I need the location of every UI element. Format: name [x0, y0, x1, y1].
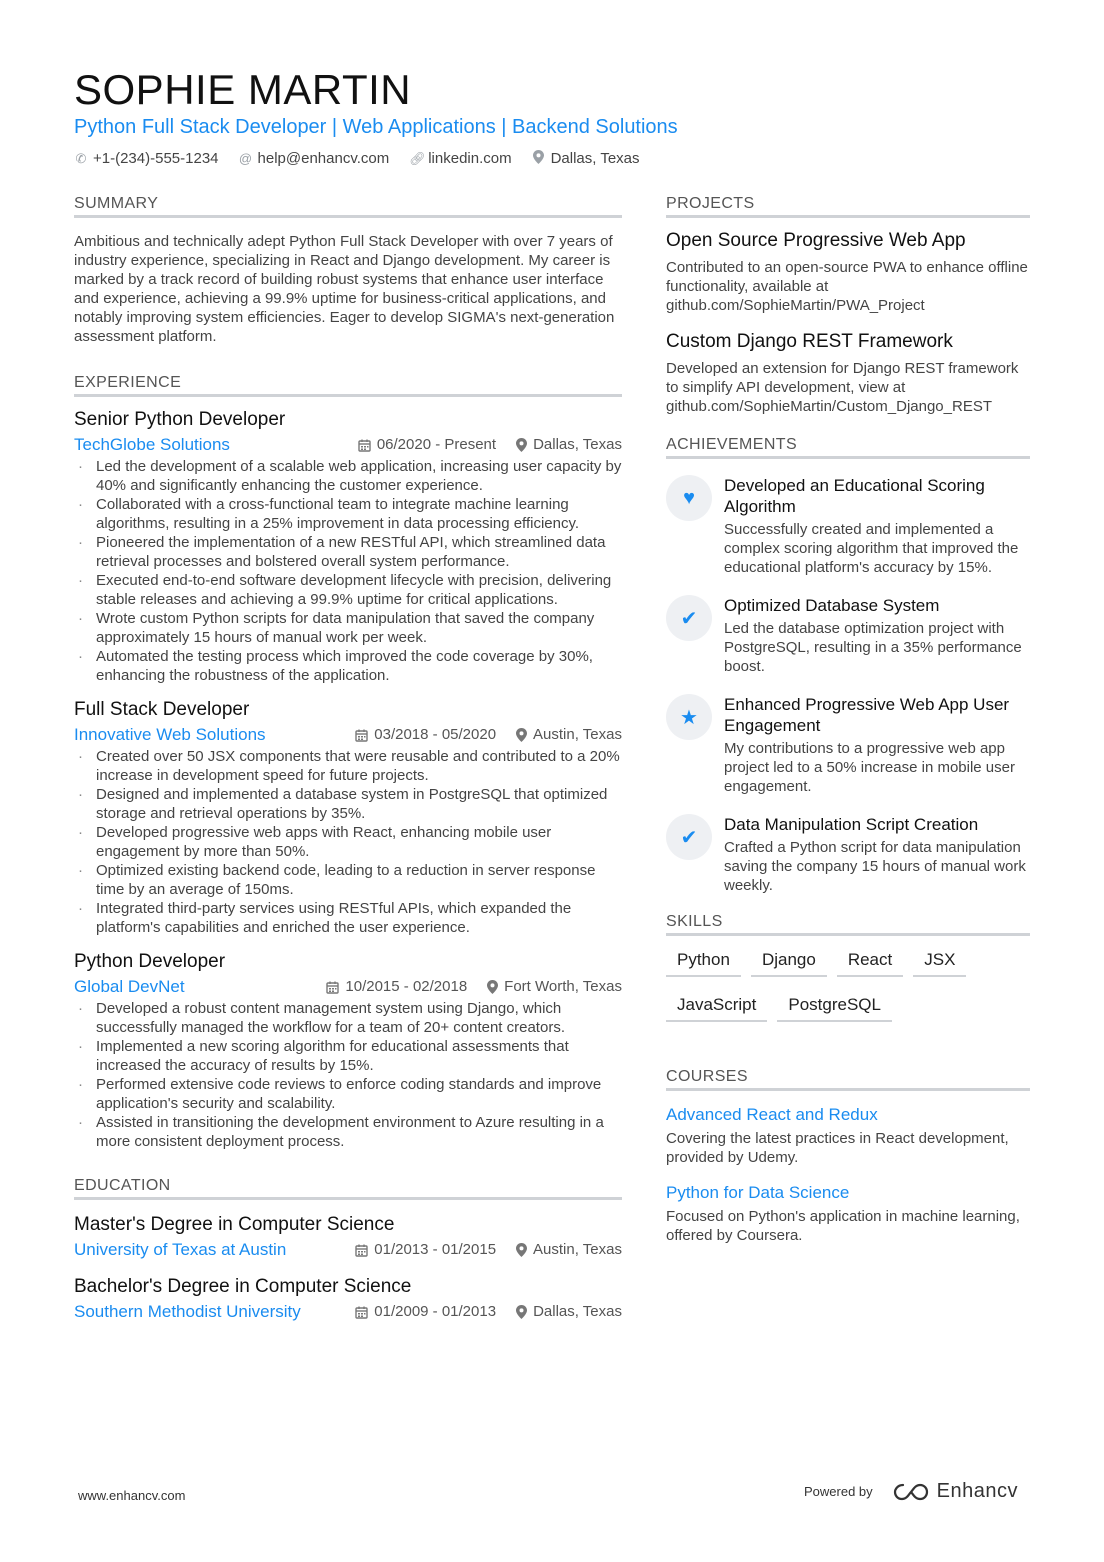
- contact-linkedin[interactable]: [409, 150, 511, 167]
- experience-section: [74, 374, 622, 1151]
- achievement-entry: [666, 595, 1030, 676]
- course-entry: [666, 1103, 1030, 1167]
- bullet-item: · Wrote custom Python scripts for data manipulation that saved the company approximately 15 hours of manual work per week.: [74, 609, 622, 647]
- project-entry: [666, 329, 1030, 416]
- achievement-badge: [666, 475, 712, 521]
- linkedin-text: linkedin.com: [428, 150, 512, 167]
- skill-tag: React: [837, 946, 903, 977]
- calendar-icon: [355, 1306, 368, 1319]
- project-description: Developed an extension for Django REST framework to simplify API development, view at github.com/SophieMartin/Custom_Django_REST: [666, 360, 1019, 415]
- course-title[interactable]: Advanced React and Redux: [666, 1105, 878, 1124]
- meta-row: [74, 725, 622, 745]
- location-text: Dallas, Texas: [533, 1303, 622, 1320]
- skill-tag: JavaScript: [666, 991, 767, 1022]
- project-list: [666, 228, 1030, 416]
- degree-title: Bachelor's Degree in Computer Science: [74, 1276, 412, 1297]
- meta-row: [74, 435, 622, 455]
- job-bullets: [74, 747, 622, 937]
- skill-tag: Django: [751, 946, 827, 977]
- heart-icon: ♥: [683, 486, 695, 509]
- bullet-item: · Designed and implemented a database system in PostgreSQL that optimized storage and retrieval operations by 35%.: [74, 785, 622, 823]
- education-list: [74, 1212, 622, 1322]
- job-bullets: [74, 999, 622, 1151]
- skill-list: [666, 946, 1030, 1022]
- school-name[interactable]: Southern Methodist University: [74, 1302, 301, 1321]
- bullet-item: · Optimized existing backend code, leading to a reduction in server response time by an average of 150ms.: [74, 861, 622, 899]
- achievement-body: [724, 475, 1030, 577]
- achievement-badge: [666, 814, 712, 860]
- check-icon: ✔: [680, 607, 698, 630]
- course-entry: [666, 1181, 1030, 1245]
- job-title: Senior Python Developer: [74, 409, 286, 430]
- date-range: [355, 1240, 496, 1260]
- summary-heading: SUMMARY: [74, 195, 622, 218]
- location-text: Austin, Texas: [533, 726, 622, 743]
- bullet-item: · Collaborated with a cross-functional team to integrate machine learning algorithms, resulting in a 25% improvement in data processing efficiency.: [74, 495, 622, 533]
- star-icon: ★: [680, 706, 698, 729]
- meta-row: [74, 1240, 622, 1260]
- skills-section: [666, 913, 1030, 1022]
- degree-title: Master's Degree in Computer Science: [74, 1214, 395, 1235]
- location-pin-icon: [516, 728, 527, 742]
- candidate-headline: Python Full Stack Developer | Web Applications | Backend Solutions: [74, 116, 678, 138]
- date-range: [355, 1302, 496, 1322]
- achievement-description: Led the database optimization project with PostgreSQL, resulting in a 35% performance boost.: [724, 620, 1022, 675]
- calendar-icon: [355, 1244, 368, 1257]
- footer-website[interactable]: www.enhancv.com: [78, 1488, 186, 1503]
- job-entry: [74, 697, 622, 937]
- date-text: 06/2020 - Present: [376, 436, 497, 453]
- resume-header: [74, 66, 1034, 167]
- location: [516, 1302, 622, 1322]
- meta-row: [74, 977, 622, 997]
- email-text: help@enhancv.com: [257, 150, 390, 167]
- location-text: Fort Worth, Texas: [504, 978, 622, 995]
- courses-heading: COURSES: [666, 1068, 1030, 1091]
- bullet-item: · Implemented a new scoring algorithm for educational assessments that increased the accuracy of results by 15%.: [74, 1037, 622, 1075]
- project-title: Open Source Progressive Web App: [666, 230, 966, 251]
- achievement-description: My contributions to a progressive web app project led to a 50% increase in mobile user engagement.: [724, 740, 1015, 795]
- bullet-item: · Executed end-to-end software development lifecycle with precision, delivering stable releases and achieving a 99.9% uptime for critical applications.: [74, 571, 622, 609]
- achievement-body: [724, 595, 1030, 676]
- course-description: Covering the latest practices in React development, provided by Udemy.: [666, 1130, 1009, 1166]
- bullet-item: · Pioneered the implementation of a new RESTful API, which streamlined data retrieval processes and bolstered overall system performance.: [74, 533, 622, 571]
- enhancv-logo[interactable]: [893, 1480, 1018, 1503]
- location-pin-icon: [487, 980, 498, 994]
- summary-text: Ambitious and technically adept Python Full Stack Developer with over 7 years of industry experience, specializing in React and Django development. My career is marked by a track record of building robust systems that enhance user interface and experience, achieving a 99.9% uptime for business-critical applications, and notably improving system efficiencies. Eager to develop SIGMA's next-generation assessment platform.: [74, 233, 615, 345]
- date-text: 10/2015 - 02/2018: [345, 978, 468, 995]
- projects-section: [666, 195, 1030, 416]
- achievements-heading: ACHIEVEMENTS: [666, 436, 1030, 459]
- job-entry: [74, 407, 622, 685]
- right-column: [666, 195, 1030, 1259]
- education-heading: EDUCATION: [74, 1177, 622, 1200]
- location-pin-icon: [516, 1305, 527, 1319]
- company-name[interactable]: Global DevNet: [74, 977, 185, 996]
- course-description: Focused on Python's application in machine learning, offered by Coursera.: [666, 1208, 1020, 1244]
- achievement-body: [724, 814, 1030, 895]
- location-pin-icon: [532, 150, 546, 167]
- school-name[interactable]: University of Texas at Austin: [74, 1240, 287, 1259]
- skill-tag: PostgreSQL: [777, 991, 892, 1022]
- phone-icon: ✆: [75, 150, 87, 166]
- achievement-title: Enhanced Progressive Web App User Engagement: [724, 695, 1010, 735]
- education-entry: [74, 1212, 622, 1260]
- job-entry: [74, 949, 622, 1151]
- achievement-entry: [666, 475, 1030, 577]
- location-pin-icon: [516, 1243, 527, 1257]
- link-icon: 🔗︎: [409, 150, 426, 166]
- courses-section: [666, 1068, 1030, 1245]
- project-description: Contributed to an open-source PWA to enhance offline functionality, available at github.com/SophieMartin/PWA_Project: [666, 259, 1028, 314]
- location-text: Austin, Texas: [533, 1241, 622, 1258]
- job-title: Python Developer: [74, 951, 226, 972]
- education-section: [74, 1177, 622, 1322]
- contact-bar: [74, 150, 1034, 167]
- check-icon: ✔: [680, 826, 698, 849]
- date-range: [326, 977, 467, 997]
- location-text: Dallas, Texas: [550, 150, 640, 167]
- contact-location: [532, 150, 640, 167]
- course-title[interactable]: Python for Data Science: [666, 1183, 850, 1202]
- skill-tag: Python: [666, 946, 741, 977]
- achievement-title: Optimized Database System: [724, 596, 940, 615]
- calendar-icon: [355, 729, 368, 742]
- enhancv-logo-icon: [893, 1482, 929, 1502]
- contact-email[interactable]: [239, 150, 390, 167]
- bullet-item: · Assisted in transitioning the development environment to Azure resulting in a more consistent deployment process.: [74, 1113, 622, 1151]
- calendar-icon: [358, 439, 371, 452]
- bullet-item: · Developed a robust content management system using Django, which successfully managed the workflow for a team of 20+ content creators.: [74, 999, 622, 1037]
- achievement-title: Data Manipulation Script Creation: [724, 815, 979, 834]
- skills-heading: SKILLS: [666, 913, 1030, 936]
- job-list: [74, 407, 622, 1151]
- achievement-title: Developed an Educational Scoring Algorithm: [724, 476, 985, 516]
- project-entry: [666, 228, 1030, 315]
- bullet-item: · Automated the testing process which improved the code coverage by 30%, enhancing the robustness of the application.: [74, 647, 622, 685]
- date-text: 01/2009 - 01/2013: [374, 1303, 497, 1320]
- bullet-item: · Integrated third-party services using RESTful APIs, which expanded the platform's capabilities and enriched the user experience.: [74, 899, 622, 937]
- powered-by-text: Powered by: [804, 1484, 873, 1499]
- meta-row: [74, 1302, 622, 1322]
- phone-text: +1-(234)-555-1234: [93, 150, 219, 167]
- achievement-description: Crafted a Python script for data manipulation saving the company 15 hours of manual work weekly.: [724, 839, 1026, 894]
- achievement-description: Successfully created and implemented a complex scoring algorithm that improved the educational platform's accuracy by 15%.: [724, 521, 1019, 576]
- calendar-icon: [326, 981, 339, 994]
- location: [487, 977, 622, 997]
- bullet-item: · Developed progressive web apps with React, enhancing mobile user engagement by more than 50%.: [74, 823, 622, 861]
- job-bullets: [74, 457, 622, 685]
- education-entry: [74, 1274, 622, 1322]
- candidate-name: SOPHIE MARTIN: [74, 66, 412, 113]
- summary-section: [74, 195, 622, 346]
- achievement-list: [666, 475, 1030, 895]
- job-title: Full Stack Developer: [74, 699, 250, 720]
- course-list: [666, 1103, 1030, 1245]
- projects-heading: PROJECTS: [666, 195, 1030, 218]
- achievement-entry: [666, 694, 1030, 796]
- company-name[interactable]: TechGlobe Solutions: [74, 435, 230, 454]
- date-text: 01/2013 - 01/2015: [374, 1241, 497, 1258]
- achievements-section: [666, 436, 1030, 895]
- brand-name: Enhancv: [936, 1480, 1018, 1502]
- left-column: [74, 195, 622, 1336]
- skill-tag: JSX: [913, 946, 966, 977]
- bullet-item: · Led the development of a scalable web application, increasing user capacity by 40% and significantly enhancing the customer experience.: [74, 457, 622, 495]
- footer-branding: [804, 1480, 1018, 1503]
- location: [516, 1240, 622, 1260]
- contact-phone[interactable]: [74, 150, 219, 167]
- achievement-entry: [666, 814, 1030, 895]
- achievement-badge: [666, 595, 712, 641]
- project-title: Custom Django REST Framework: [666, 331, 953, 352]
- at-icon: @: [238, 151, 253, 166]
- achievement-badge: [666, 694, 712, 740]
- location: [516, 435, 622, 455]
- date-text: 03/2018 - 05/2020: [374, 726, 497, 743]
- experience-heading: EXPERIENCE: [74, 374, 622, 397]
- achievement-body: [724, 694, 1030, 796]
- location-text: Dallas, Texas: [533, 436, 622, 453]
- bullet-item: · Performed extensive code reviews to enforce coding standards and improve application's security and scalability.: [74, 1075, 622, 1113]
- date-range: [358, 435, 496, 455]
- date-range: [355, 725, 496, 745]
- company-name[interactable]: Innovative Web Solutions: [74, 725, 266, 744]
- location-pin-icon: [516, 438, 527, 452]
- bullet-item: · Created over 50 JSX components that were reusable and contributed to a 20% increase in development speed for future projects.: [74, 747, 622, 785]
- location: [516, 725, 622, 745]
